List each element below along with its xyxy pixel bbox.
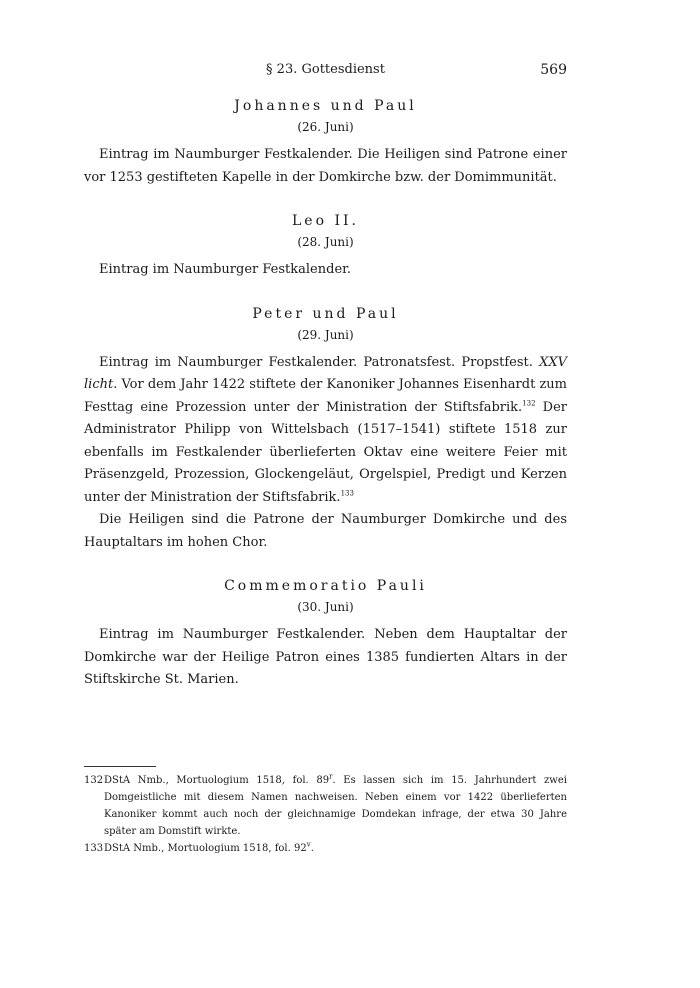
section-title: Peter und Paul xyxy=(252,305,399,322)
page-body xyxy=(84,96,567,692)
footnote-ref-132[interactable]: 132 xyxy=(522,399,536,408)
footnote-text-part: DStA Nmb., Mortuologium 1518, fol. 89 xyxy=(104,775,330,786)
section-date: (30. Juni) xyxy=(297,600,354,614)
footnote-number: 132 xyxy=(84,775,104,786)
paragraph: Eintrag im Naumburger Festkalender. Die Heiligen sind Patrone einer vor 1253 gestifteten Kapelle in der Domkirche bzw. der Domimmunität. xyxy=(84,147,567,185)
section-peter-und-paul xyxy=(84,304,567,555)
paragraph-text: . Vor dem Jahr 1422 stiftete der Kanoniker Johannes Eisenhardt zum Festtag eine Prozession unter der Ministration der Stiftsfabrik. xyxy=(84,377,567,415)
folio-sup: v xyxy=(306,840,311,849)
footnote-ref-133[interactable]: 133 xyxy=(340,489,354,498)
paragraph-text: Eintrag im Naumburger Festkalender. Patronatsfest. Propstfest. xyxy=(99,354,540,370)
section-leo-ii xyxy=(84,211,567,282)
quoted-term: XXV licht xyxy=(84,354,567,392)
running-header xyxy=(84,62,567,82)
footnote-text xyxy=(104,772,567,840)
section-date: (28. Juni) xyxy=(297,235,354,249)
footnote-133 xyxy=(84,840,567,857)
section-johannes-und-paul xyxy=(84,96,567,189)
paragraph: Die Heiligen sind die Patrone der Naumburger Domkirche und des Hauptaltars im hohen Chor. xyxy=(84,512,567,550)
footnote-divider xyxy=(84,766,156,767)
section-commemoratio-pauli xyxy=(84,576,567,692)
section-date: (29. Juni) xyxy=(297,327,354,342)
footnote-text-part: . Es lassen sich im 15. Jahrhundert zwei Domgeistliche mit diesem Namen nachweisen. Neben einem vor 1422 überlieferten Kanoniker kommt auch noch der gleichnamige Domdekan infrage, der etwa 30 Jahre später am Domstift wirkte. xyxy=(104,775,567,837)
footnote-132 xyxy=(84,772,567,840)
paragraph xyxy=(84,352,567,510)
section-title: Commemoratio Pauli xyxy=(224,578,427,594)
paragraph: Eintrag im Naumburger Festkalender. Neben dem Hauptaltar der Domkirche war der Heilige Patron eines 1385 fundierten Altars in der Stiftskirche St. Marien. xyxy=(84,627,567,687)
paragraph-text: Der Administrator Philipp von Wittelsbach (1517–1541) stiftete 1518 zur ebenfalls im Festkalender überlieferten Oktav eine weitere Feier mit Präsenzgeld, Prozession, Glockengeläut, Orgelspiel, Predigt und Kerzen unter der Ministration der Stiftsfabrik. xyxy=(84,399,567,505)
section-title: Leo II. xyxy=(292,213,359,229)
paragraph: Eintrag im Naumburger Festkalender. xyxy=(99,262,352,277)
running-title: § 23. Gottesdienst xyxy=(266,62,385,77)
footnote-number: 133 xyxy=(84,843,104,854)
footnote-text xyxy=(104,840,567,857)
section-date: (26. Juni) xyxy=(297,120,354,134)
section-title: Johannes und Paul xyxy=(234,98,417,114)
page-number: 569 xyxy=(540,62,567,78)
folio-sup: r xyxy=(329,772,333,781)
footnotes xyxy=(84,772,567,857)
footnote-text-part: DStA Nmb., Mortuologium 1518, fol. 92 xyxy=(104,843,307,854)
footnote-text-part: . xyxy=(310,843,314,854)
